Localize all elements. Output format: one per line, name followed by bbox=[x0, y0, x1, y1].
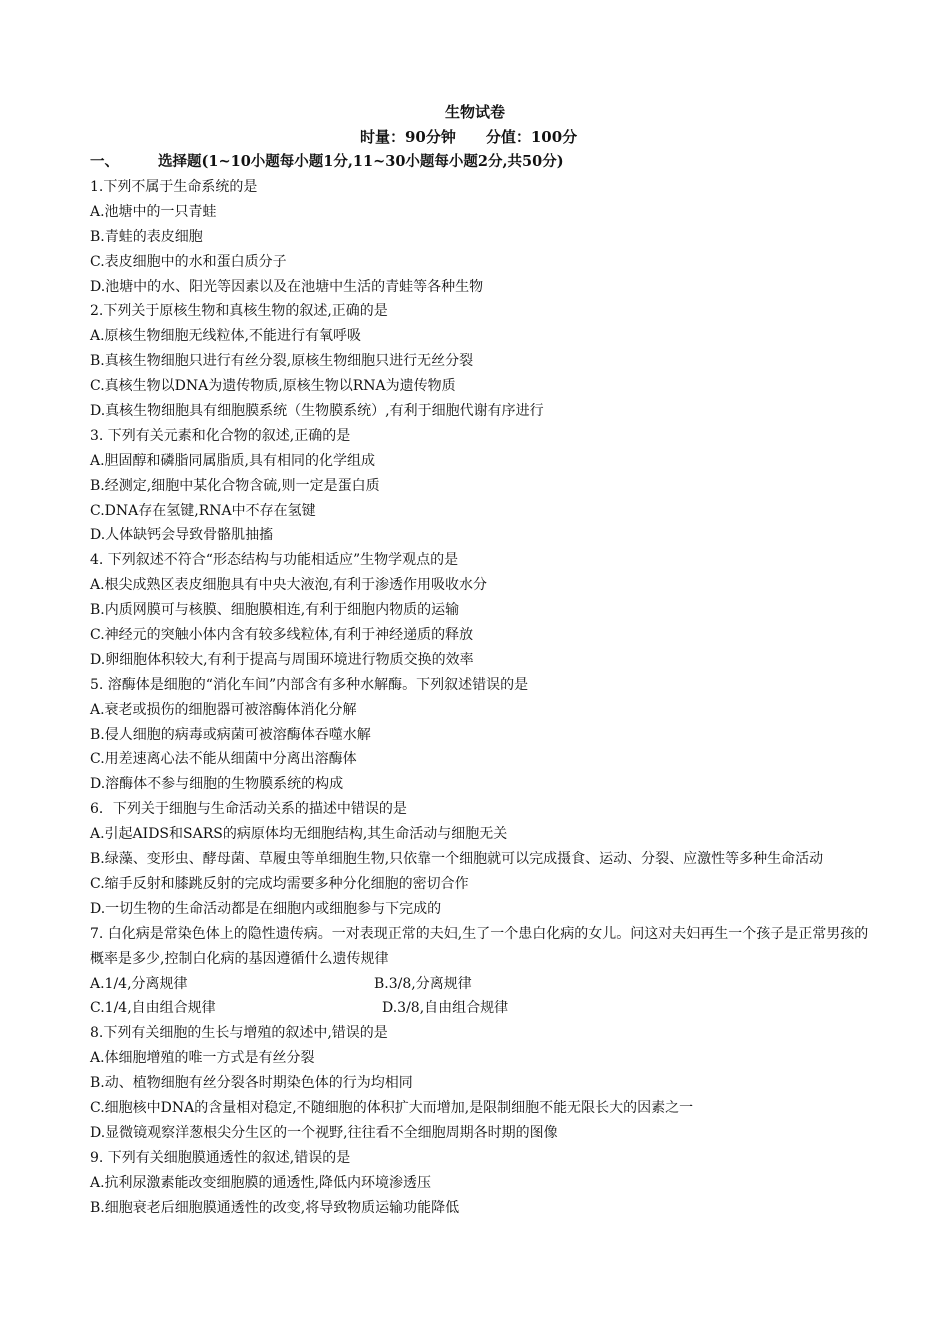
section-number: 一、 bbox=[90, 153, 119, 170]
option-a: A.胆固醇和磷脂同属脂质,具有相同的化学组成 bbox=[90, 452, 376, 469]
option-a: A.池塘中的一只青蛙 bbox=[90, 203, 217, 220]
question-stem: 2.下列关于原核生物和真核生物的叙述,正确的是 bbox=[90, 303, 388, 320]
section-heading bbox=[90, 151, 910, 173]
option-b: B.真核生物细胞只进行有丝分裂,原核生物细胞只进行无丝分裂 bbox=[90, 353, 474, 370]
option-c: C.细胞核中DNA的含量相对稳定,不随细胞的体积扩大而增加,是限制细胞不能无限长大的因素之一 bbox=[90, 1100, 694, 1116]
option-c: C.缩手反射和膝跳反射的完成均需要多种分化细胞的密切合作 bbox=[90, 875, 469, 892]
option-d: D.溶酶体不参与细胞的生物膜系统的构成 bbox=[90, 776, 344, 793]
option-row bbox=[90, 996, 870, 1021]
question-stem: 8.下列有关细胞的生长与增殖的叙述中,错误的是 bbox=[90, 1025, 388, 1042]
option-a: A.原核生物细胞无线粒体,不能进行有氧呼吸 bbox=[90, 328, 362, 345]
option-d: D.池塘中的水、阳光等因素以及在池塘中生活的青蛙等各种生物 bbox=[90, 278, 484, 295]
option-b: B.青蛙的表皮细胞 bbox=[90, 228, 203, 245]
option-c: C.1/4,自由组合规律 bbox=[90, 1000, 216, 1017]
option-row bbox=[90, 972, 870, 997]
option-c: C.表皮细胞中的水和蛋白质分子 bbox=[90, 253, 287, 270]
option-c: C.真核生物以DNA为遗传物质,原核生物以RNA为遗传物质 bbox=[90, 378, 456, 395]
option-b: B.绿藻、变形虫、酵母菌、草履虫等单细胞生物,只依靠一个细胞就可以完成摄食、运动、分裂、应激性等多种生命活动 bbox=[90, 851, 824, 868]
option-a: A.体细胞增殖的唯一方式是有丝分裂 bbox=[90, 1050, 315, 1067]
option-b: B.动、植物细胞有丝分裂各时期染色体的行为均相同 bbox=[90, 1075, 413, 1092]
option-d: D.人体缺钙会导致骨骼肌抽搐 bbox=[90, 527, 274, 544]
question-stem: 3. 下列有关元素和化合物的叙述,正确的是 bbox=[90, 427, 351, 444]
option-a: A.引起AIDS和SARS的病原体均无细胞结构,其生命活动与细胞无关 bbox=[90, 826, 508, 843]
option-d: D.3/8,自由组合规律 bbox=[382, 1000, 509, 1017]
question-stem: 5. 溶酶体是细胞的“消化车间”内部含有多种水解酶。下列叙述错误的是 bbox=[90, 676, 529, 693]
option-b: B.经测定,细胞中某化合物含硫,则一定是蛋白质 bbox=[90, 477, 380, 494]
exam-time: 时量：90分钟 bbox=[360, 128, 456, 146]
option-d: D.真核生物细胞具有细胞膜系统（生物膜系统）,有利于细胞代谢有序进行 bbox=[90, 403, 544, 420]
exam-info bbox=[360, 126, 620, 148]
question-stem: 4. 下列叙述不符合“形态结构与功能相适应”生物学观点的是 bbox=[90, 552, 459, 569]
option-a: A.抗利尿激素能改变细胞膜的通透性,降低内环境渗透压 bbox=[90, 1174, 432, 1191]
option-c: C.神经元的突触小体内含有较多线粒体,有利于神经递质的释放 bbox=[90, 627, 474, 644]
option-d: D.一切生物的生命活动都是在细胞内或细胞参与下完成的 bbox=[90, 900, 442, 917]
exam-score: 分值：100分 bbox=[485, 128, 578, 146]
question-list bbox=[90, 175, 870, 1220]
section-text: 选择题(1~10小题每小题1分,11~30小题每小题2分,共50分) bbox=[158, 153, 564, 170]
question-stem: 9. 下列有关细胞膜通透性的叙述,错误的是 bbox=[90, 1149, 351, 1166]
option-d: D.显微镜观察洋葱根尖分生区的一个视野,往往看不全细胞周期各时期的图像 bbox=[90, 1124, 558, 1141]
option-a: A.1/4,分离规律 bbox=[90, 975, 188, 992]
question-stem: 1.下列不属于生命系统的是 bbox=[90, 179, 258, 195]
option-a: A.衰老或损伤的细胞器可被溶酶体消化分解 bbox=[90, 701, 357, 718]
option-a: A.根尖成熟区表皮细胞具有中央大液泡,有利于渗透作用吸收水分 bbox=[90, 577, 488, 594]
option-c: C.用差速离心法不能从细菌中分离出溶酶体 bbox=[90, 751, 357, 768]
option-d: D.卵细胞体积较大,有利于提高与周围环境进行物质交换的效率 bbox=[90, 651, 474, 668]
question-stem: 7. 白化病是常染色体上的隐性遗传病。一对表现正常的夫妇,生了一个患白化病的女儿。问这对夫妇再生一个孩子是正常男孩的概率是多少,控制白化病的基因遵循什么遗传规律 bbox=[90, 925, 869, 967]
question-stem: 6．下列关于细胞与生命活动关系的描述中错误的是 bbox=[90, 801, 407, 818]
exam-title: 生物试卷 bbox=[444, 103, 505, 121]
option-b: B.侵人细胞的病毒或病菌可被溶酶体吞噬水解 bbox=[90, 726, 371, 743]
option-b: B.3/8,分离规律 bbox=[374, 975, 472, 992]
option-b: B.内质网膜可与核膜、细胞膜相连,有利于细胞内物质的运输 bbox=[90, 602, 460, 619]
option-c: C.DNA存在氢键,RNA中不存在氢键 bbox=[90, 502, 316, 519]
option-b: B.细胞衰老后细胞膜通透性的改变,将导致物质运输功能降低 bbox=[90, 1199, 460, 1216]
